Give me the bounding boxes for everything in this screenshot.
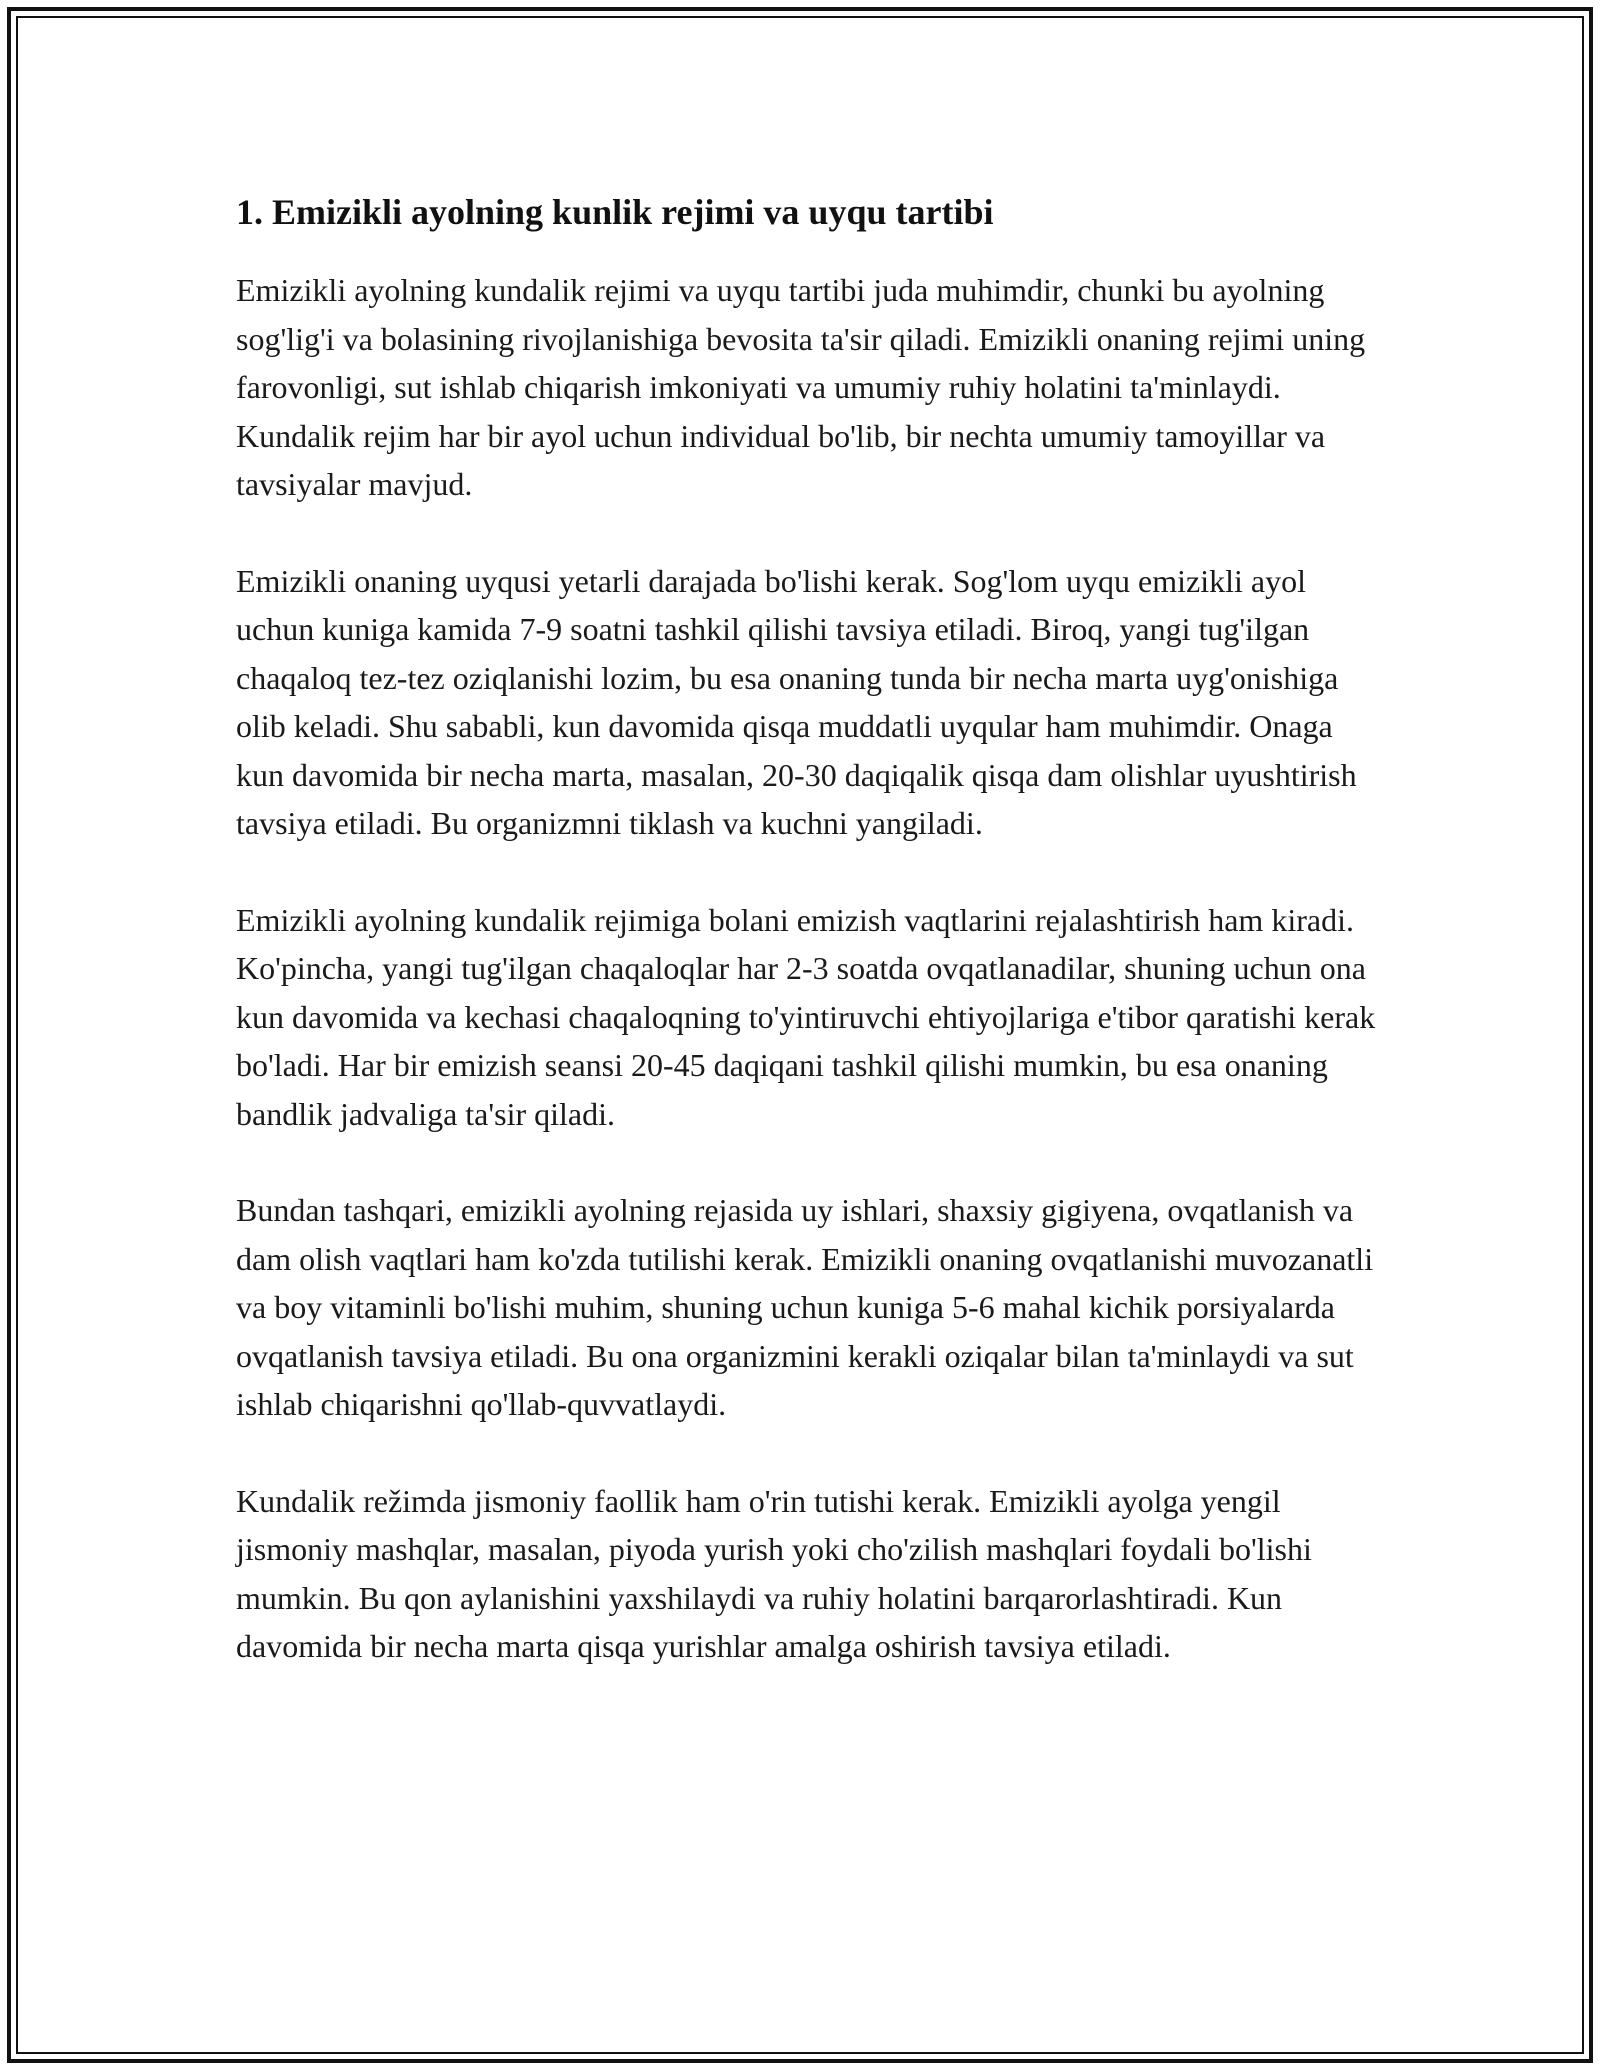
paragraph-nutrition: Bundan tashqari, emizikli ayolning rejasida uy ishlari, shaxsiy gigiyena, ovqatlanish va dam olish vaqtlari ham ko'zda tutilishi kerak. Emizikli onaning ovqatlanishi muvozanatli va boy vitaminli bo'lishi muhim, shuning uchun kuniga 5-6 mahal kichik porsiyalarda ovqatlanish tavsiya etiladi. Bu ona organizmini kerakli oziqalar bilan ta'minlaydi va sut ishlab chiqarishni qo'llab-quvvatlaydi. [236,1192,1374,1422]
document-body [236,186,1376,1719]
paragraph-intro: Emizikli ayolning kundalik rejimi va uyqu tartibi juda muhimdir, chunki bu ayolning sog'lig'i va bolasining rivojlanishiga bevosita ta'sir qiladi. Emizikli onaning rejimi uning farovonligi, sut ishlab chiqarish imkoniyati va umumiy ruhiy holatini ta'minlaydi. Kundalik rejim har bir ayol uchun individual bo'lib, bir nechta umumiy tamoyillar va tavsiyalar mavjud. [236,272,1366,502]
paragraph-sleep: Emizikli onaning uyqusi yetarli darajada bo'lishi kerak. Sog'lom uyqu emizikli ayol uchun kuniga kamida 7-9 soatni tashkil qilishi tavsiya etiladi. Biroq, yangi tug'ilgan chaqaloq tez-tez oziqlanishi lozim, bu esa onaning tunda bir necha marta uyg'onishiga olib keladi. Shu sababli, kun davomida qisqa muddatli uyqular ham muhimdir. Onaga kun davomida bir necha marta, masalan, 20-30 daqiqalik qisqa dam olishlar uyushtirish tavsiya etiladi. Bu organizmni tiklash va kuchni yangiladi. [236,562,1357,841]
section-heading: 1. Emizikli ayolning kunlik rejimi va uyqu tartibi [236,192,994,232]
paragraph-feeding: Emizikli ayolning kundalik rejimiga bolani emizish vaqtlarini rejalashtirish ham kiradi. Ko'pincha, yangi tug'ilgan chaqaloqlar har 2-3 soatda ovqatlanadilar, shuning uchun ona kun davomida va kechasi chaqaloqning to'yintiruvchi ehtiyojlariga e'tibor qaratishi kerak bo'ladi. Har bir emizish seansi 20-45 daqiqani tashkil qilishi mumkin, bu esa onaning bandlik jadvaliga ta'sir qiladi. [236,901,1376,1132]
paragraph-activity: Kundalik režimda jismoniy faollik ham o'rin tutishi kerak. Emizikli ayolga yengil jismoniy mashqlar, masalan, piyoda yurish yoki cho'zilish mashqlari foydali bo'lishi mumkin. Bu qon aylanishini yaxshilaydi va ruhiy holatini barqarorlashtiradi. Kun davomida bir necha marta qisqa yurishlar amalga oshirish tavsiya etiladi. [236,1482,1312,1664]
